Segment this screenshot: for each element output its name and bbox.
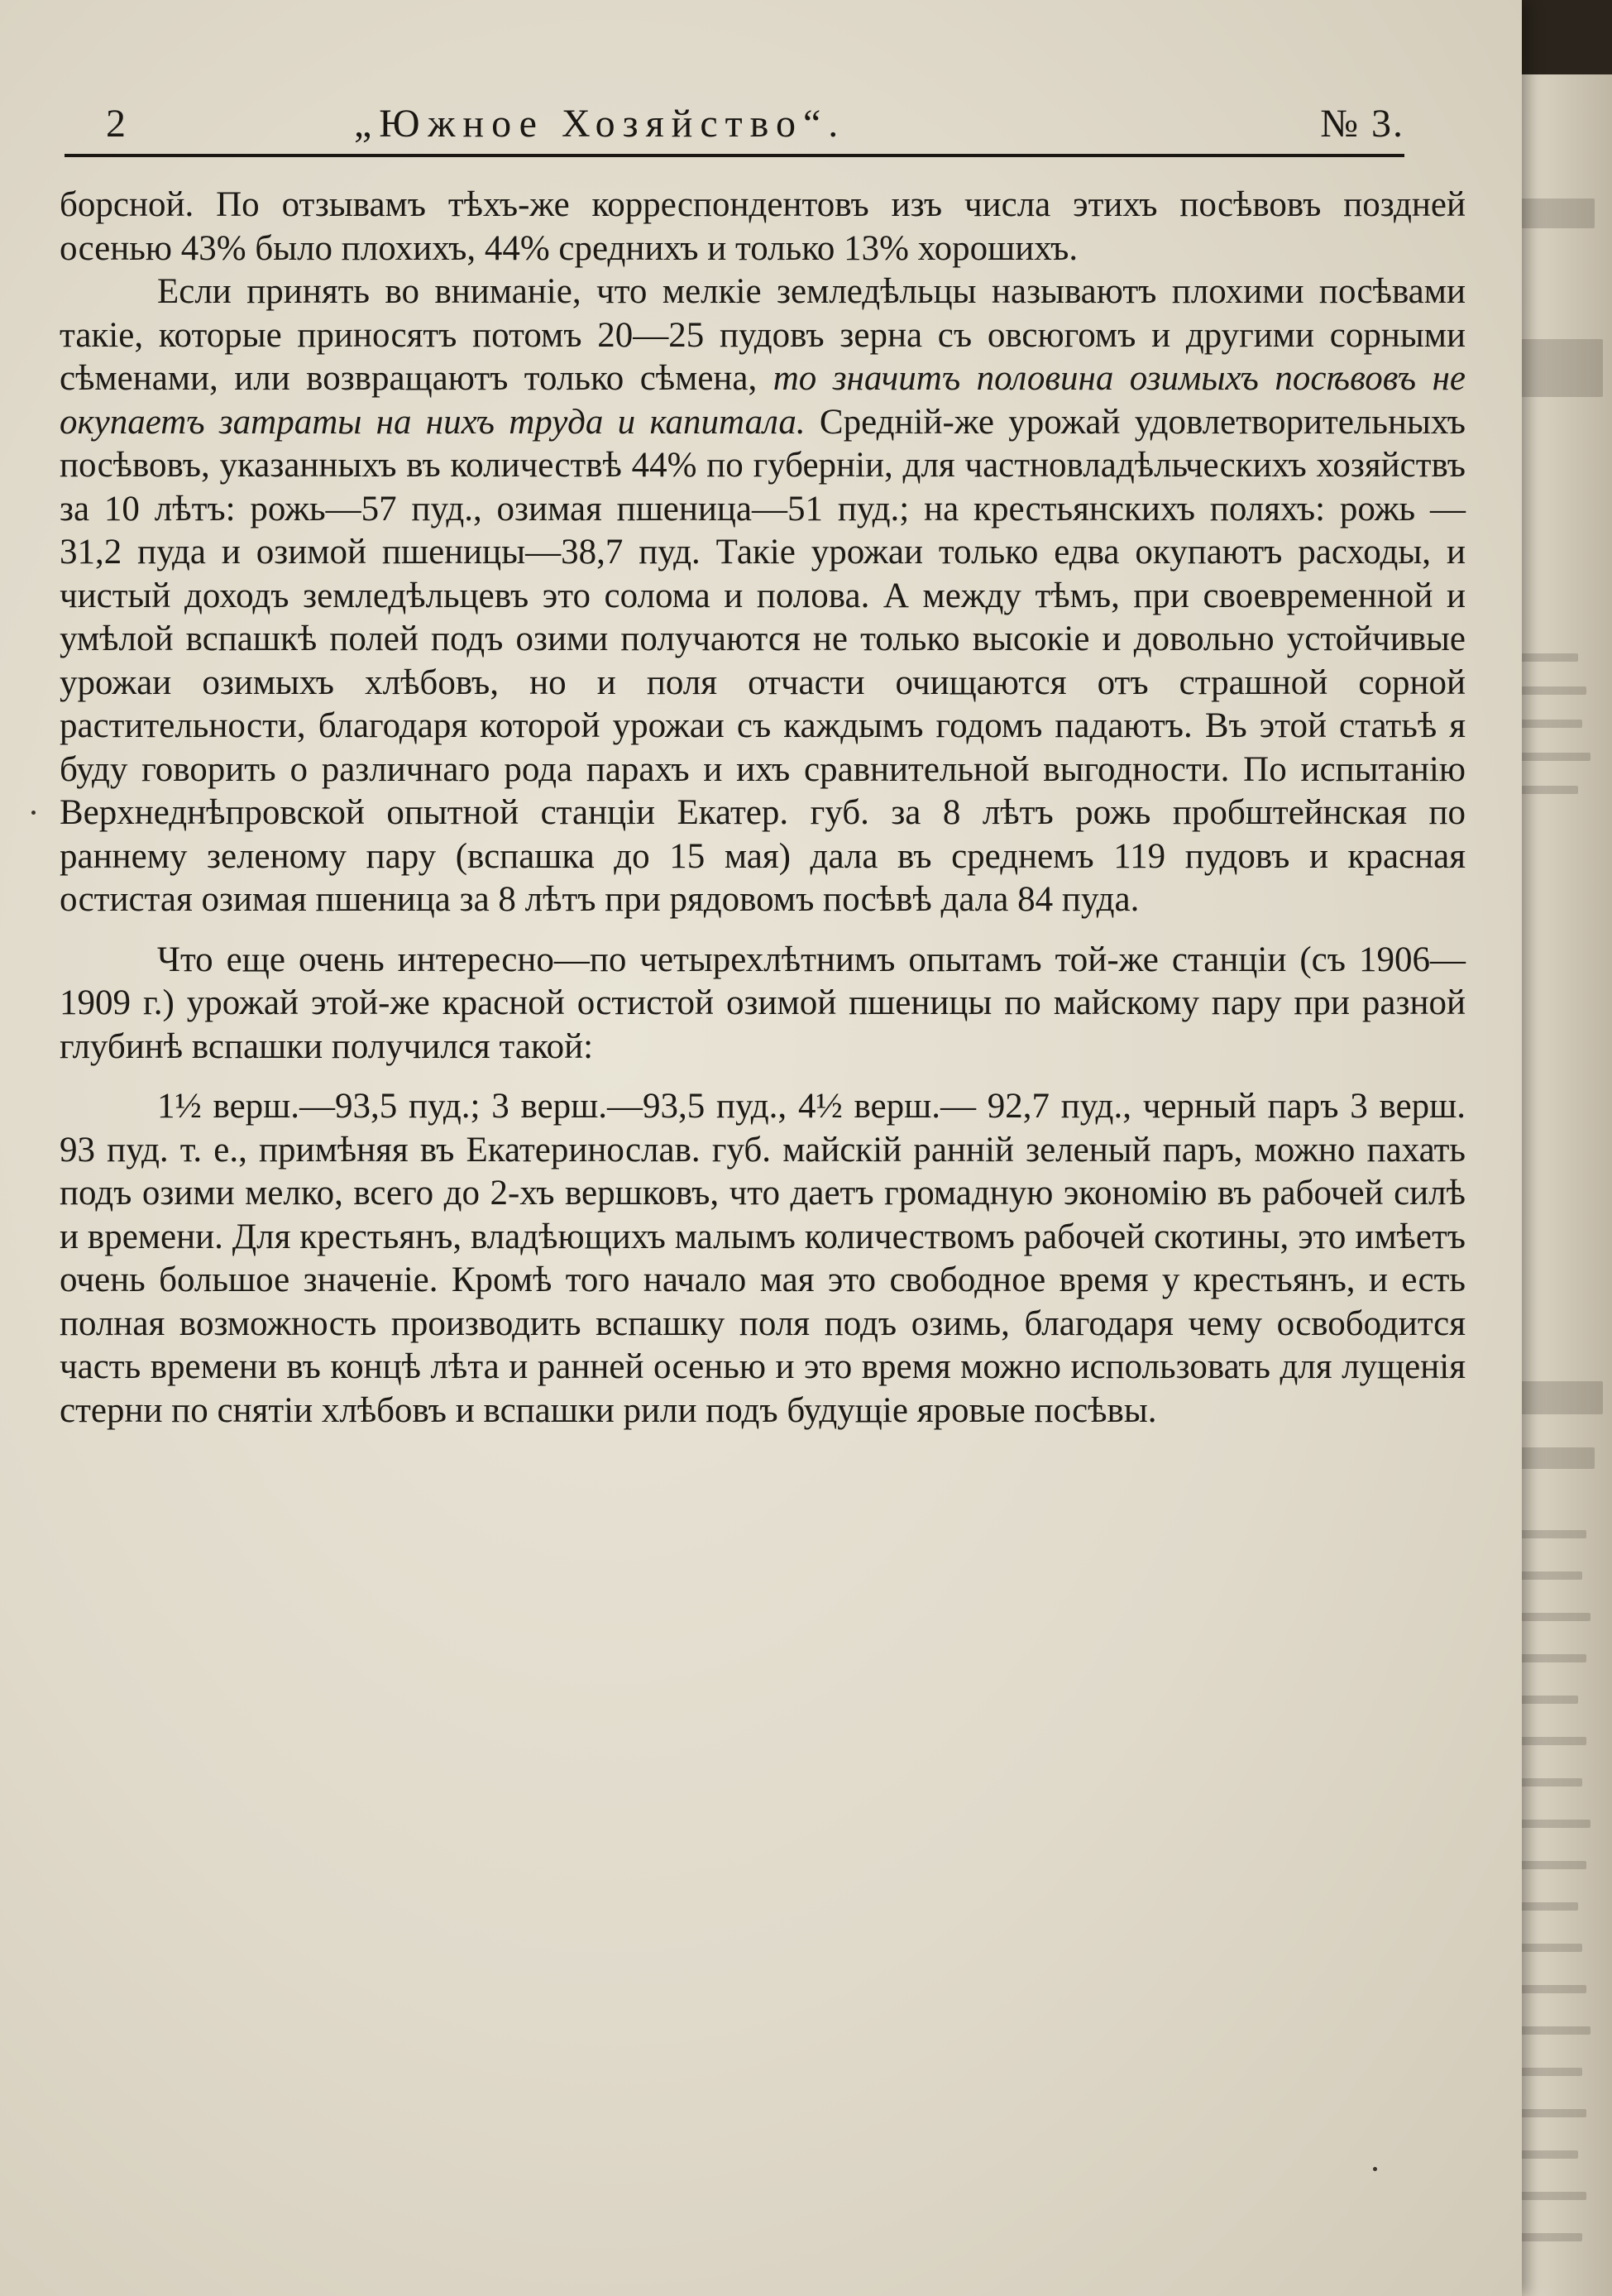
paragraph-2-emphasis: то значитъ половина озимыхъ посѣвовъ не окупаетъ затраты на нихъ труда и капитала. [60,359,1466,442]
journal-title: „Южное Хозяйство“. [354,102,846,146]
print-speck [1373,2167,1377,2171]
header-rule [65,154,1404,157]
paragraph-3: Что еще очень интересно—по четырехлѣтнимъ опытамъ той-же станціи (съ 1906—1909 г.) урожай этой-же красной остистой озимой пшеницы по майскому пару при разной глубинѣ вспашки получился такой: [60,940,1466,1066]
paragraph-2-end: Среднiй-же урожай удовлетворительныхъ посѣвовъ, указанныхъ въ количествѣ 44% по губерніи, для частновладѣльческихъ хозяйствъ за 10 лѣтъ: рожь—57 пуд., озимая пшеница—51 пуд.; на крестьянскихъ поляхъ: рожь — 31,2 пуда и озимой пшеницы—38,7 пуд. Такіе урожаи только едва окупаютъ расходы, и чистый доходъ земледѣльцевъ это солома и полова. А между тѣмъ, при своевременной и умѣлой вспашкѣ полей подъ озими получаются не только высокіе и довольно устойчивые урожаи озимыхъ хлѣбовъ, но и поля отчасти очищаются отъ страшной сорной растительности, благодаря которой урожаи съ каждымъ годомъ падаютъ. Въ этой статьѣ я буду говорить о различнаго рода парахъ и ихъ сравнительной выгодности. По испытанію Верхнеднѣпровской опытной станціи Екатер. губ. за 8 лѣтъ рожь пробштейнская по раннему зеленому пару (вспашка до 15 мая) дала въ среднемъ 119 пудовъ и красная остистая озимая пшеница за 8 лѣтъ при рядовомъ посѣвѣ дала 84 пуда. [60,402,1466,919]
paragraph-2-start: Если принять во вниманіе, что мелкіе земледѣльцы называютъ плохими посѣвами такіе, которые приносятъ потомъ 20—25 пудовъ зерна съ овсюгомъ и другими сорными сѣменами, или возвращаютъ только сѣмена, [60,272,1466,398]
paragraph-1: борсной. По отзывамъ тѣхъ-же корреспондентовъ изъ числа этихъ посѣвовъ поздней осенью 43% было плохихъ, 44% среднихъ и только 13% хорошихъ. [60,185,1466,268]
issue-number: № 3. [1320,102,1404,146]
print-speck [31,811,36,815]
page-number: 2 [106,102,126,146]
page-header [65,99,1404,149]
paragraph-4: 1½ верш.—93,5 пуд.; 3 верш.—93,5 пуд., 4½ верш.— 92,7 пуд., черный паръ 3 верш. 93 пуд. т. е., примѣняя въ Екатеринослав. губ. майскій ранній зеленый паръ, можно пахать подъ озими мелко, всего до 2-хъ вершковъ, что даетъ громадную экономію въ рабочей силѣ и времени. Для крестьянъ, владѣющихъ малымъ количествомъ рабочей скотины, это имѣетъ очень большое значеніе. Кромѣ того начало мая это свободное время у крестьянъ, и есть полная возможность производить вспашку поля подъ озимь, благодаря чему освободится часть времени въ концѣ лѣта и ранней осенью и это время можно использовать для лущенія стерни по снятіи хлѣбовъ и вспашки рили подъ будущіе яровые посѣвы. [60,1087,1466,1430]
article-body [60,184,1466,1433]
paragraph-2 [60,270,1466,922]
